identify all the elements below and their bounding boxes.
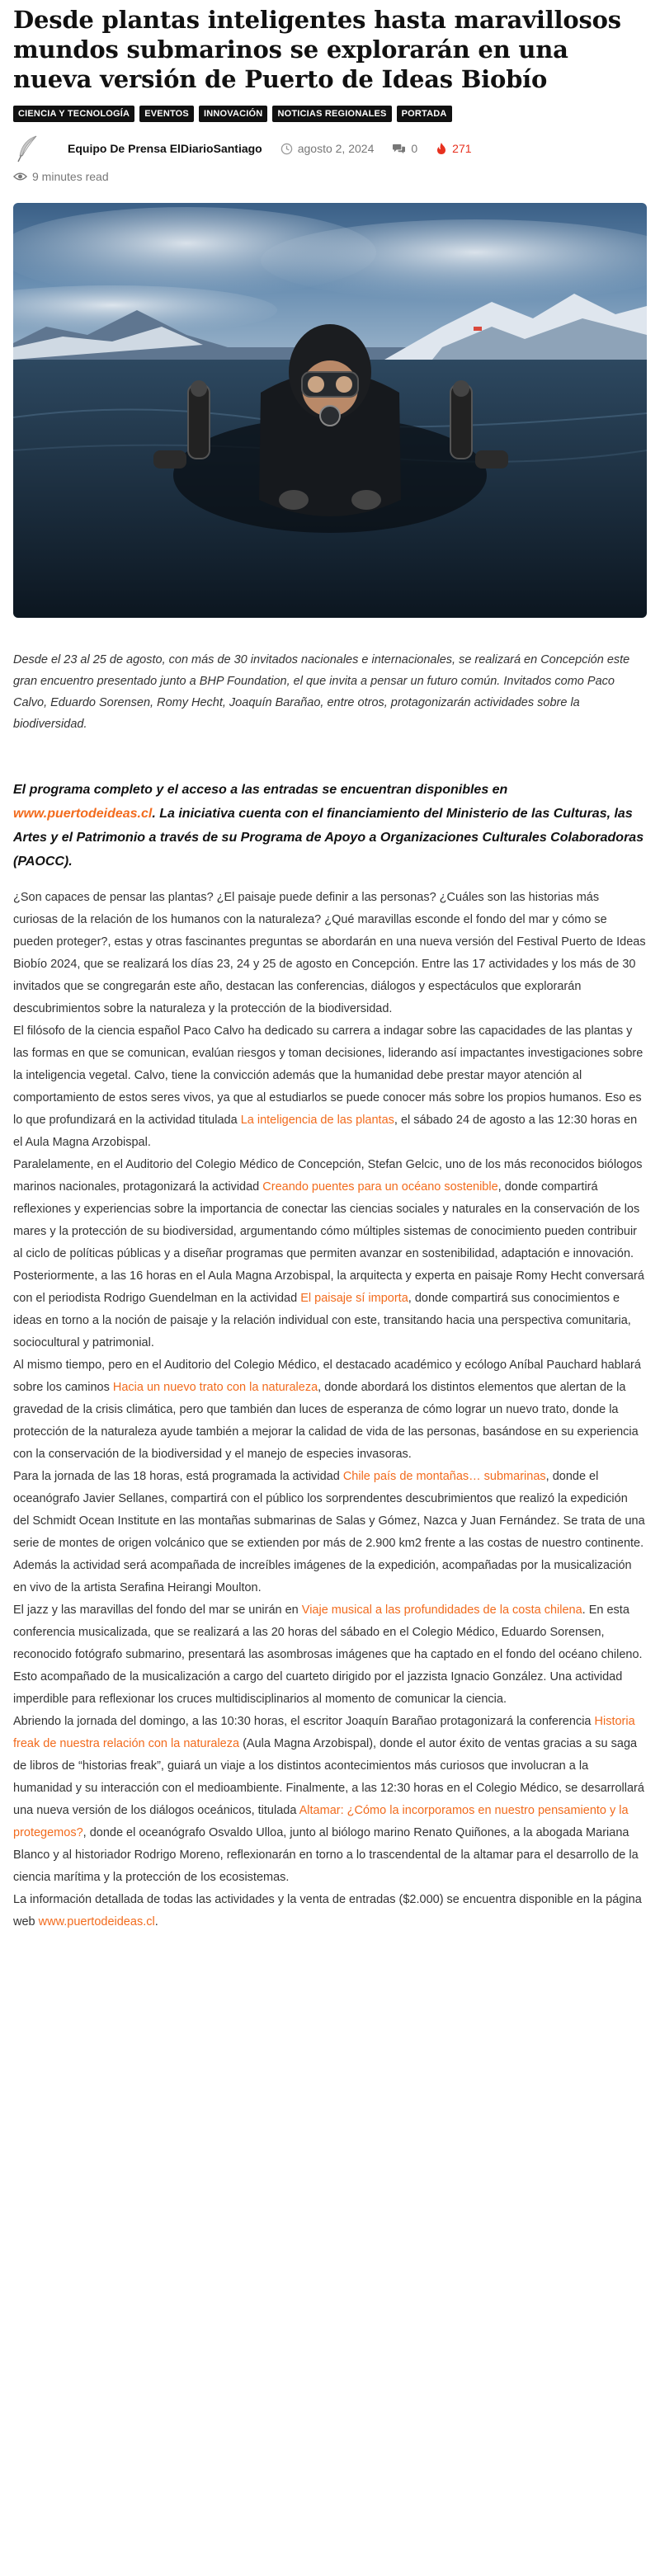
paragraph-text: , donde el oceanógrafo Osvaldo Ulloa, junto al biólogo marino Renato Quiñones, a la abogada Mariana Blanco y al historiador Rodrigo Moreno, reflexionarán en torno a lo trascendental de la altamar para el desarrollo de la ciencia marítima y la protección de los ecosistemas. xyxy=(13,1826,639,1884)
hero-image xyxy=(13,203,647,618)
author-name[interactable]: Equipo De Prensa ElDiarioSantiago xyxy=(68,142,262,155)
paragraph-text: Posteriormente, a las 16 horas en el Aula Magna Arzobispal, la arquitecta y experta en paisaje Romy Hecht conversará con el periodista Rodrigo Guendelman en la actividad xyxy=(13,1269,644,1305)
view-count-text: 271 xyxy=(452,142,472,155)
paragraph-text: (Aula Magna Arzobispal), donde el autor éxito de ventas gracias a su saga de libros de “historias freak”, guiará un viaje a los distintos acontecimientos más curiosos que involucran a la humanidad y su interacción con el medioambiente. Finalmente, a las 12:30 horas en el Colegio Médico, se desarrollará una nueva versión de los diálogos oceánicos, titulada xyxy=(13,1737,644,1817)
paragraph-text: Para la jornada de las 18 horas, está programada la actividad xyxy=(13,1470,343,1483)
paragraph-text: El jazz y las maravillas del fondo del mar se unirán en xyxy=(13,1604,302,1617)
article-lead: Desde el 23 al 25 de agosto, con más de 30 invitados nacionales e internacionales, se realizará en Concepción este gran encuentro presentado junto a BHP Foundation, el que invita a pensar un futuro común. Invitados como Paco Calvo, Eduardo Sorensen, Romy Hecht, Joaquín Barañao, entre otros, protagonizarán actividades sobre la biodiversidad. xyxy=(13,653,630,731)
fire-icon xyxy=(436,142,447,155)
paragraph-text: , donde el oceanógrafo Javier Sellanes, compartirá con el público los sorprendentes descubrimientos que realizó la expedición del Schmidt Ocean Institute en las montañas submarinas de Salas y Gómez, Nazca y Juan Fernández. Se trata de una serie de montes de origen volcánico que se extienden por más de 2.900 km2 frente a las costas de nuestro continente. Además la actividad será acompañada de increíbles imágenes de la expedición, acompañadas por la musicalización en vivo de la artista Serafina Heirangi Moulton. xyxy=(13,1470,645,1594)
eye-icon xyxy=(13,172,27,181)
website-link[interactable]: www.puertodeideas.cl xyxy=(13,807,153,821)
funding-pre: El programa completo y el acceso a las entradas se encuentran disponibles en xyxy=(13,783,508,797)
quill-avatar-icon xyxy=(13,134,43,163)
paragraph-text: , donde compartirá sus conocimientos e ideas en torno a la noción de paisaje y la relación individual con este, transitando hacia una perspectiva comunitaria, sociocultural y patrimonial. xyxy=(13,1292,631,1349)
paragraph-text: La información detallada de todas las actividades y la venta de entradas ($2.000) se encuentra disponible en la página web xyxy=(13,1893,642,1928)
publish-date xyxy=(280,142,375,155)
paragraph-text: Abriendo la jornada del domingo, a las 10:30 horas, el escritor Joaquín Barañao protagonizará la conferencia xyxy=(13,1715,595,1728)
paragraph-7 xyxy=(13,1599,647,1711)
activity-link[interactable]: Viaje musical a las profundidades de la costa chilena xyxy=(301,1604,582,1617)
activity-link[interactable]: El paisaje sí importa xyxy=(300,1292,408,1305)
paragraph-4 xyxy=(13,1265,647,1354)
category-tag[interactable]: EVENTOS xyxy=(139,106,194,122)
category-tag[interactable]: CIENCIA Y TECNOLOGÍA xyxy=(13,106,134,122)
paragraph-text: Al mismo tiempo, pero en el Auditorio del Colegio Médico, el destacado académico y ecólogo Aníbal Pauchard hablará sobre los caminos xyxy=(13,1359,641,1394)
view-count xyxy=(436,142,471,155)
activity-link[interactable]: Hacia un nuevo trato con la naturaleza xyxy=(112,1381,318,1394)
comment-count-text: 0 xyxy=(411,142,418,155)
paragraph-3 xyxy=(13,1154,647,1265)
activity-link[interactable]: Altamar: ¿Cómo la incorporamos en nuestro pensamiento y la protegemos? xyxy=(13,1804,629,1839)
read-time-text: 9 minutes read xyxy=(32,170,109,183)
paragraph-5 xyxy=(13,1354,647,1466)
paragraph-text: Paralelamente, en el Auditorio del Colegio Médico de Concepción, Stefan Gelcic, uno de los más reconocidos biólogos marinos nacionales, protagonizará la actividad xyxy=(13,1158,643,1194)
activity-link[interactable]: Creando puentes para un océano sostenible xyxy=(262,1180,498,1194)
paragraph-2 xyxy=(13,1020,647,1154)
article-meta xyxy=(13,134,647,163)
paragraph-text: . En esta conferencia musicalizada, que se realizará a las 20 horas del sábado en el Colegio Médico, Eduardo Sorensen, reconocido fotógrafo submarino, presentará las asombrosas imágenes que ha captado en el fondo del océano chileno. Esto acompañado de la musicalización a cargo del cuarteto dirigido por el jazzista Ignacio González. Una actividad imperdible para reflexionar los cruces multidisciplinarios al momento de comunicar la ciencia. xyxy=(13,1604,643,1706)
paragraph-text: , el sábado 24 de agosto a las 12:30 horas en el Aula Magna Arzobispal. xyxy=(13,1114,638,1149)
category-tag[interactable]: NOTICIAS REGIONALES xyxy=(272,106,391,122)
funding-post: . La iniciativa cuenta con el financiamiento del Ministerio de las Culturas, las Artes y el Patrimonio a través de su Programa de Apoyo a Organizaciones Culturales Colaboradoras (PAOCC). xyxy=(13,807,644,869)
paragraph-6 xyxy=(13,1466,647,1599)
paragraph-9 xyxy=(13,1889,647,1933)
funding-note xyxy=(13,778,647,874)
comment-count[interactable] xyxy=(392,142,417,155)
activity-link[interactable]: Historia freak de nuestra relación con la naturaleza xyxy=(13,1715,635,1750)
activity-link[interactable]: La inteligencia de las plantas xyxy=(240,1114,394,1127)
clock-icon xyxy=(280,143,293,155)
paragraph-text: El filósofo de la ciencia español Paco Calvo ha dedicado su carrera a indagar sobre las capacidades de las plantas y las formas en que se comunican, evalúan riesgos y toman decisiones, liderando así impactantes investigaciones sobre la inteligencia vegetal. Calvo, tiene la convicción además que la humanidad debe prestar mayor atención al comportamiento de estos seres vivos, ya que al estudiarlos se puede conocer más sobre los propios humanos. Eso es lo que profundizará en la actividad titulada xyxy=(13,1024,644,1127)
comments-icon xyxy=(392,143,406,155)
activity-link[interactable]: Chile país de montañas… submarinas xyxy=(342,1470,546,1483)
date-text: agosto 2, 2024 xyxy=(297,142,375,155)
paragraph-1: ¿Son capaces de pensar las plantas? ¿El paisaje puede definir a las personas? ¿Cuáles son las historias más curiosas de la relación de los humanos con la naturaleza? ¿Qué maravillas esconde el fondo del mar y cómo se pueden proteger?, estas y otras fascinantes preguntas se abordarán en una nueva versión del Festival Puerto de Ideas Biobío 2024, que se realizará los días 23, 24 y 25 de agosto en Concepción. Entre las 17 actividades y los más de 30 invitados que se congregarán este año, destacan las conferencias, diálogos y espectáculos que explorarán descubrimientos sobre la naturaleza y la protección de la biodiversidad. xyxy=(13,891,646,1015)
category-tag[interactable]: INNOVACIÓN xyxy=(199,106,267,122)
paragraph-8 xyxy=(13,1711,647,1889)
read-time xyxy=(13,170,647,183)
category-tag[interactable]: PORTADA xyxy=(397,106,452,122)
website-link[interactable]: www.puertodeideas.cl xyxy=(38,1915,155,1928)
paragraph-text: . xyxy=(154,1915,158,1928)
article-title: Desde plantas inteligentes hasta maravillosos mundos submarinos se explorarán en una nueva versión de Puerto de Ideas Biobío xyxy=(13,6,621,93)
category-list xyxy=(13,106,647,122)
paragraph-text: , donde compartirá reflexiones y experiencias sobre la importancia de conectar las ciencias sociales y naturales en la conservación de los mares y la protección de su biodiversidad, argumentando cómo múltiples sistemas de conocimiento pueden contribuir al ciclo de políticas públicas y a diseñar programas que permiten avanzar en sostenibilidad, adaptación e innovación. xyxy=(13,1180,640,1260)
paragraph-text: , donde abordará los distintos elementos que alertan de la gravedad de la crisis climática, pero que también dan luces de esperanza de cómo lograr un nuevo trato, donde la protección de la naturaleza ayude también a mejorar la calidad de vida de las personas, basándose en su experiencia con la conservación de la biodiversidad y el manejo de especies invasoras. xyxy=(13,1381,639,1461)
